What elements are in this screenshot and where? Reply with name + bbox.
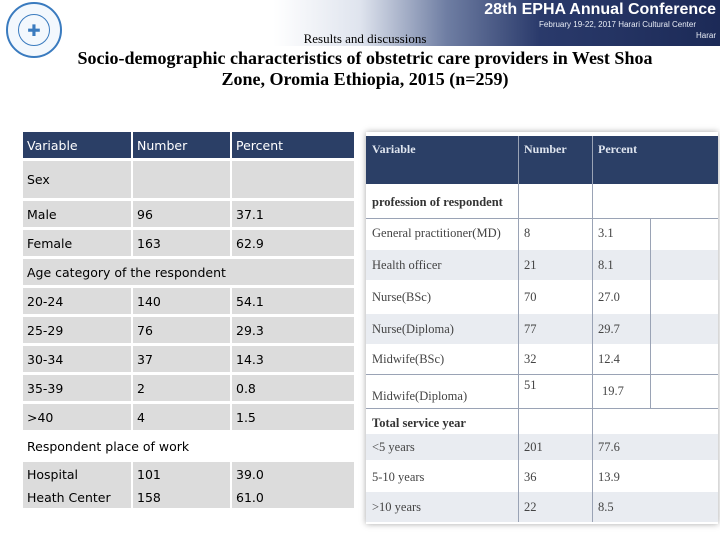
row-variable: 30-34 bbox=[27, 351, 64, 367]
row-divider bbox=[366, 374, 718, 375]
left-demographics-table bbox=[23, 132, 354, 508]
row-percent: 12.4 bbox=[598, 351, 620, 366]
row-percent: 1.5 bbox=[230, 404, 354, 430]
row-number: 76 bbox=[131, 317, 230, 343]
row-variable: Nurse(Diploma) bbox=[372, 321, 454, 336]
row-variable: >10 years bbox=[372, 499, 422, 514]
row-number: 163 bbox=[131, 230, 230, 256]
right-profession-service-table bbox=[366, 132, 718, 524]
row-variable: Male bbox=[27, 206, 57, 222]
row-number: 140 bbox=[131, 288, 230, 314]
slide-title: Socio-demographic characteristics of obstetric care providers in West Shoa Zone, Oromia Ethiopia, 2015 (n=259) bbox=[77, 48, 653, 89]
row-percent: 29.3 bbox=[230, 317, 354, 343]
table-row bbox=[366, 250, 718, 280]
row-number: 32 bbox=[524, 351, 537, 366]
column-divider bbox=[518, 136, 519, 522]
row-variable: Hospital bbox=[27, 466, 79, 482]
row-variable: Nurse(BSc) bbox=[372, 289, 432, 304]
header-percent: Percent bbox=[598, 142, 638, 156]
header-number: Number bbox=[524, 142, 567, 156]
header-percent: Percent bbox=[230, 132, 354, 158]
work-section-label: Respondent place of work bbox=[27, 438, 190, 454]
row-percent: 37.1 bbox=[230, 201, 354, 227]
empty-cell bbox=[230, 161, 354, 198]
row-percent: 19.7 bbox=[602, 383, 624, 398]
row-number: 36 bbox=[524, 469, 537, 484]
row-variable: Health officer bbox=[372, 257, 442, 272]
row-percent: 77.6 bbox=[598, 439, 620, 454]
row-variable: 5-10 years bbox=[372, 469, 425, 484]
row-variable: 35-39 bbox=[27, 380, 64, 396]
row-variable: 25-29 bbox=[27, 322, 64, 338]
row-percent: 8.5 bbox=[598, 499, 614, 514]
header-variable: Variable bbox=[27, 137, 78, 153]
sex-section-row bbox=[23, 161, 354, 198]
header-variable: Variable bbox=[372, 142, 416, 156]
row-percent: 61.0 bbox=[230, 486, 354, 508]
row-divider bbox=[366, 218, 718, 219]
row-percent: 0.8 bbox=[230, 375, 354, 401]
row-number: 8 bbox=[524, 225, 531, 240]
row-number: 70 bbox=[524, 289, 537, 304]
table-header-row bbox=[366, 136, 718, 184]
empty-cell bbox=[131, 161, 230, 198]
column-divider bbox=[650, 218, 651, 408]
row-variable: Midwife(BSc) bbox=[372, 351, 445, 366]
row-percent: 54.1 bbox=[230, 288, 354, 314]
row-number: 201 bbox=[524, 439, 543, 454]
row-divider bbox=[366, 408, 718, 409]
table-row bbox=[23, 230, 354, 256]
column-divider bbox=[592, 136, 593, 522]
row-variable: <5 years bbox=[372, 439, 415, 454]
row-variable: 20-24 bbox=[27, 293, 64, 309]
row-percent: 62.9 bbox=[230, 230, 354, 256]
row-percent: 14.3 bbox=[230, 346, 354, 372]
conference-title: 28th EPHA Annual Conference bbox=[484, 1, 716, 18]
age-section-row bbox=[23, 259, 354, 285]
table-row bbox=[366, 492, 718, 522]
row-number: 4 bbox=[131, 404, 230, 430]
row-percent: 27.0 bbox=[598, 289, 620, 304]
row-variable: Heath Center bbox=[27, 489, 111, 505]
table-row bbox=[23, 375, 354, 401]
service-section-row bbox=[366, 410, 718, 436]
row-percent: 39.0 bbox=[230, 462, 354, 486]
service-section-label: Total service year bbox=[372, 415, 466, 430]
row-variable: Female bbox=[27, 235, 73, 251]
profession-section-row bbox=[366, 184, 718, 220]
row-number: 21 bbox=[524, 257, 537, 272]
logo-emblem-icon: ✚ bbox=[18, 14, 50, 46]
row-number: 158 bbox=[131, 486, 230, 508]
profession-section-label: profession of respondent bbox=[372, 194, 503, 209]
table-row bbox=[366, 218, 718, 248]
row-variable: >40 bbox=[27, 409, 54, 425]
age-section-label: Age category of the respondent bbox=[27, 264, 226, 280]
table-row bbox=[366, 282, 718, 312]
row-number: 101 bbox=[131, 462, 230, 486]
row-number: 37 bbox=[131, 346, 230, 372]
row-number: 51 bbox=[524, 378, 537, 392]
row-percent: 13.9 bbox=[598, 469, 620, 484]
sex-section-label: Sex bbox=[27, 172, 50, 187]
table-row bbox=[23, 404, 354, 430]
association-logo bbox=[6, 2, 62, 58]
table-row bbox=[23, 346, 354, 372]
conference-dates-venue: February 19-22, 2017 Harari Cultural Center bbox=[539, 20, 696, 29]
table-row bbox=[366, 374, 718, 408]
header-number: Number bbox=[131, 132, 230, 158]
conference-city: Harar bbox=[695, 31, 716, 40]
table-row bbox=[366, 314, 718, 344]
section-heading: Results and discussions bbox=[303, 31, 427, 46]
row-number: 77 bbox=[524, 321, 537, 336]
table-row bbox=[366, 462, 718, 492]
row-number: 22 bbox=[524, 499, 537, 514]
row-percent: 29.7 bbox=[598, 321, 620, 336]
table-row bbox=[366, 434, 718, 460]
row-number: 96 bbox=[131, 201, 230, 227]
row-number: 2 bbox=[131, 375, 230, 401]
table-header-row bbox=[23, 132, 354, 158]
row-variable: Midwife(Diploma) bbox=[372, 389, 468, 403]
table-row bbox=[23, 288, 354, 314]
row-percent: 3.1 bbox=[598, 225, 614, 240]
table-row bbox=[23, 462, 354, 486]
table-row bbox=[23, 486, 354, 508]
row-variable: General practitioner(MD) bbox=[372, 225, 501, 240]
table-row bbox=[23, 317, 354, 343]
row-percent: 8.1 bbox=[598, 257, 614, 272]
table-row bbox=[23, 201, 354, 227]
table-row bbox=[366, 344, 718, 374]
work-section-row bbox=[23, 433, 354, 459]
